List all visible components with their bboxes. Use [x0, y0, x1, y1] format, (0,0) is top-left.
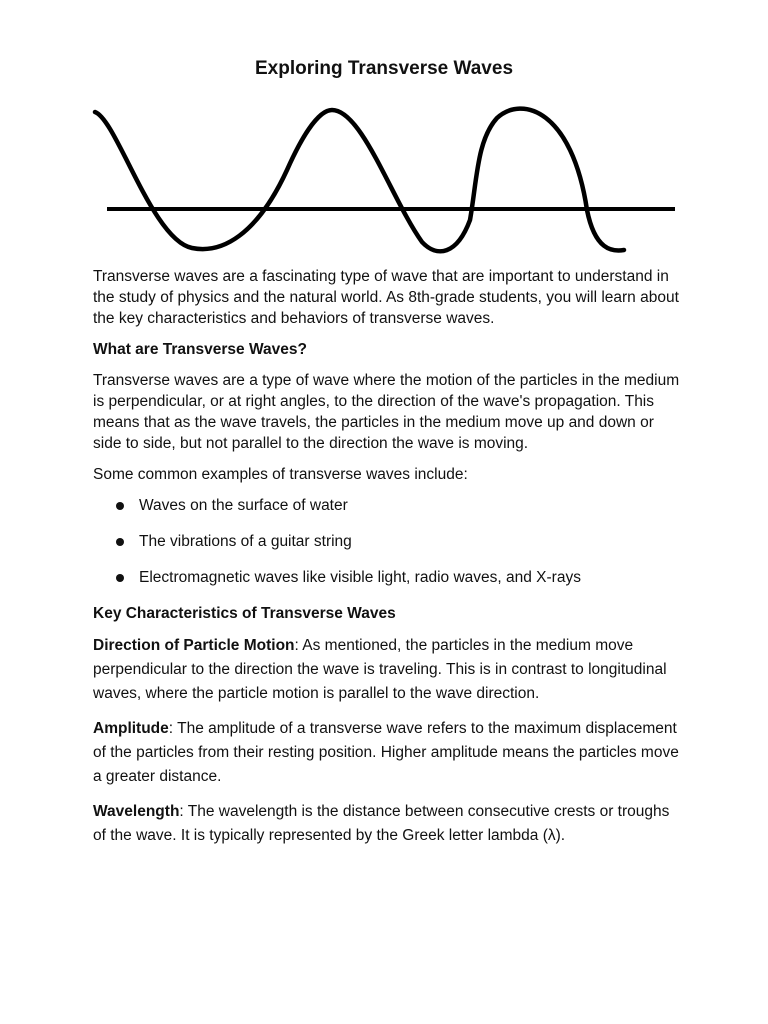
examples-list: [93, 495, 683, 588]
characteristic-term: Wavelength: [93, 803, 180, 820]
bullet-icon: [116, 574, 124, 582]
characteristic-text: : As mentioned, the particles in the medium move perpendicular to the direction the wave is traveling. This is in contrast to longitudinal waves, where the particle motion is parallel to the wave direction.: [93, 637, 667, 702]
section-heading-key-characteristics: Key Characteristics of Transverse Waves: [93, 605, 396, 622]
characteristic-text: : The amplitude of a transverse wave refers to the maximum displacement of the particles from their resting position. Higher amplitude means the particles move a greater distance.: [93, 720, 679, 785]
characteristic-text: : The wavelength is the distance between consecutive crests or troughs of the wave. It is typically represented by the Greek letter lambda (λ).: [93, 803, 670, 844]
example-text: Electromagnetic waves like visible light, radio waves, and X-rays: [139, 569, 581, 586]
intro-paragraph: Transverse waves are a fascinating type of wave that are important to understand in the study of physics and the natural world. As 8th-grade students, you will learn about the key characteristics and behaviors of transverse waves.: [93, 268, 679, 327]
characteristic-wavelength: [93, 800, 683, 848]
example-text: Waves on the surface of water: [139, 497, 348, 514]
characteristic-term: Amplitude: [93, 720, 169, 737]
example-text: The vibrations of a guitar string: [139, 533, 352, 550]
document-title: Exploring Transverse Waves: [254, 58, 514, 79]
characteristic-term: Direction of Particle Motion: [93, 637, 295, 654]
section-heading-what-are: What are Transverse Waves?: [93, 341, 307, 358]
examples-intro: Some common examples of transverse waves include:: [93, 466, 468, 483]
bullet-icon: [116, 502, 124, 510]
list-item: [93, 531, 683, 552]
characteristic-direction: [93, 634, 683, 706]
definition-paragraph: Transverse waves are a type of wave where the motion of the particles in the medium is perpendicular, or at right angles, to the direction of the wave's propagation. This means that as the wave travels, the particles in the medium move up and down or side to side, but not parallel to the direction the wave is moving.: [93, 372, 680, 452]
characteristic-amplitude: [93, 717, 683, 789]
document-body: [93, 266, 683, 859]
transverse-wave-illustration: [92, 100, 682, 260]
wave-curve: [95, 109, 624, 252]
list-item: [93, 495, 683, 516]
list-item: [93, 567, 683, 588]
bullet-icon: [116, 538, 124, 546]
